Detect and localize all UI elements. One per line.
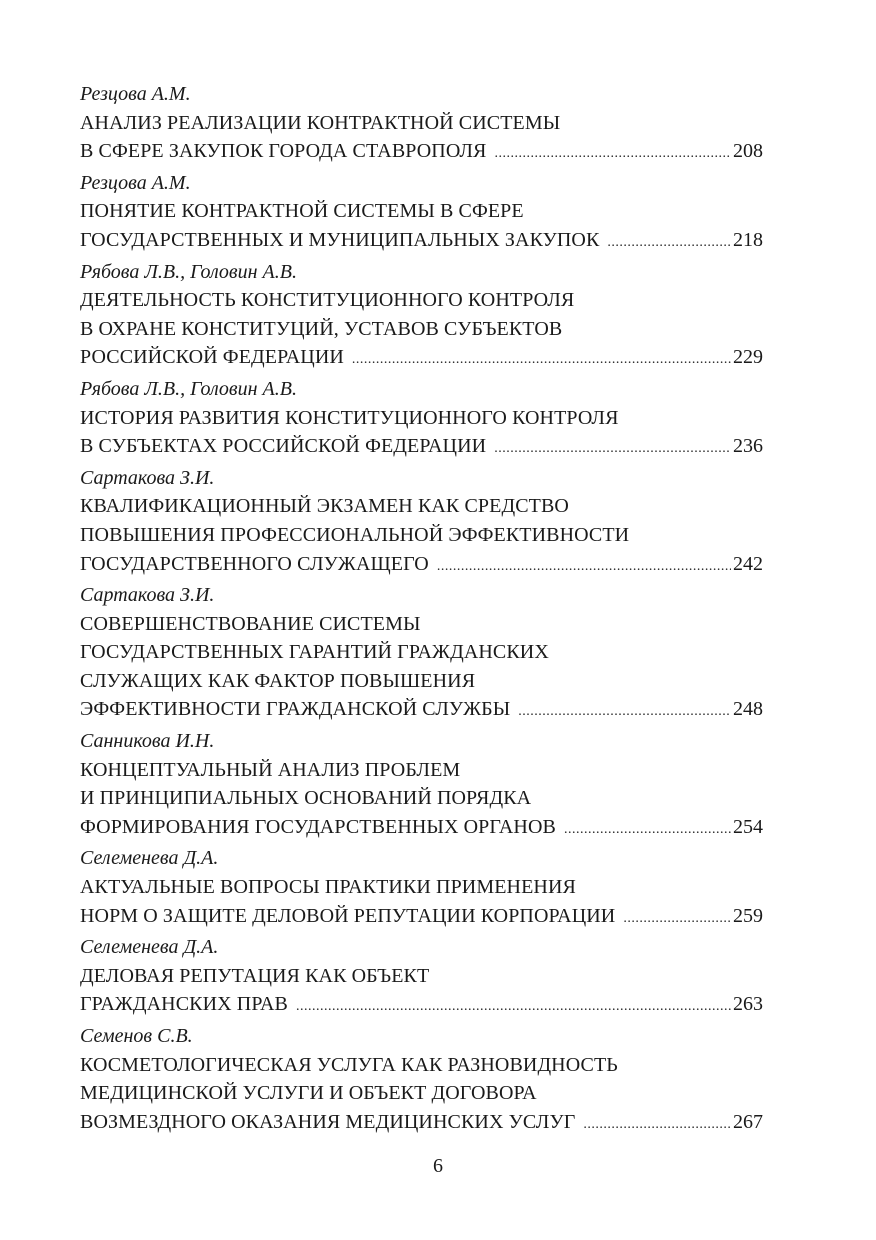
entry-last-line bbox=[80, 550, 763, 582]
entry-title-line: КОНЦЕПТУАЛЬНЫЙ АНАЛИЗ ПРОБЛЕМ bbox=[80, 758, 461, 781]
dot-leader bbox=[494, 435, 731, 464]
entry-title-line: ПОВЫШЕНИЯ ПРОФЕССИОНАЛЬНОЙ ЭФФЕКТИВНОСТИ bbox=[80, 523, 630, 546]
toc-entry bbox=[80, 375, 763, 464]
entry-last-line bbox=[80, 1108, 763, 1140]
entry-title-line: ВОЗМЕЗДНОГО ОКАЗАНИЯ МЕДИЦИНСКИХ УСЛУГ bbox=[80, 1110, 576, 1133]
entry-page-number: 263 bbox=[733, 993, 763, 1016]
entry-title-line: ЭФФЕКТИВНОСТИ ГРАЖДАНСКОЙ СЛУЖБЫ bbox=[80, 698, 511, 721]
toc-entry bbox=[80, 169, 763, 258]
entry-author: Резцова А.М. bbox=[80, 171, 191, 194]
dot-leader bbox=[564, 816, 731, 845]
entry-title-line: ГОСУДАРСТВЕННЫХ И МУНИЦИПАЛЬНЫХ ЗАКУПОК bbox=[80, 228, 600, 251]
entry-title-line: АКТУАЛЬНЫЕ ВОПРОСЫ ПРАКТИКИ ПРИМЕНЕНИЯ bbox=[80, 876, 576, 899]
entry-page-number: 248 bbox=[733, 698, 763, 721]
entry-title-line: НОРМ О ЗАЩИТЕ ДЕЛОВОЙ РЕПУТАЦИИ КОРПОРАЦИИ bbox=[80, 904, 616, 927]
entry-title-line: ПОНЯТИЕ КОНТРАКТНОЙ СИСТЕМЫ В СФЕРЕ bbox=[80, 200, 524, 223]
dot-leader bbox=[296, 993, 731, 1022]
entry-title-line: АНАЛИЗ РЕАЛИЗАЦИИ КОНТРАКТНОЙ СИСТЕМЫ bbox=[80, 111, 561, 134]
entry-page-number: 259 bbox=[733, 904, 763, 927]
toc-entry bbox=[80, 258, 763, 375]
entry-page-number: 208 bbox=[733, 140, 763, 163]
entry-title-line: ИСТОРИЯ РАЗВИТИЯ КОНСТИТУЦИОННОГО КОНТРОЛЯ bbox=[80, 406, 619, 429]
entry-title-line: ГРАЖДАНСКИХ ПРАВ bbox=[80, 993, 288, 1016]
entry-last-line bbox=[80, 813, 763, 845]
entry-last-line bbox=[80, 432, 763, 464]
entry-author: Селеменева Д.А. bbox=[80, 936, 219, 959]
toc-entry bbox=[80, 80, 763, 169]
toc-entry bbox=[80, 727, 763, 844]
entry-title-line: ГОСУДАРСТВЕННОГО СЛУЖАЩЕГО bbox=[80, 552, 429, 575]
entry-title-line: КВАЛИФИКАЦИОННЫЙ ЭКЗАМЕН КАК СРЕДСТВО bbox=[80, 495, 569, 518]
entry-page-number: 229 bbox=[733, 346, 763, 369]
dot-leader bbox=[437, 553, 731, 582]
dot-leader bbox=[352, 346, 731, 375]
entry-author: Рябова Л.В., Головин А.В. bbox=[80, 377, 297, 400]
entry-last-line bbox=[80, 343, 763, 375]
entry-author: Семенов С.В. bbox=[80, 1025, 193, 1047]
entry-last-line bbox=[80, 137, 763, 169]
entry-last-line bbox=[80, 902, 763, 934]
entry-title-line: В СФЕРЕ ЗАКУПОК ГОРОДА СТАВРОПОЛЯ bbox=[80, 140, 487, 163]
dot-leader bbox=[494, 140, 731, 169]
entry-title-line: СЛУЖАЩИХ КАК ФАКТОР ПОВЫШЕНИЯ bbox=[80, 669, 476, 692]
entry-page-number: 218 bbox=[733, 228, 763, 251]
toc-entry bbox=[80, 844, 763, 933]
entry-page-number: 242 bbox=[733, 552, 763, 575]
toc-entry bbox=[80, 464, 763, 581]
dot-leader bbox=[607, 229, 731, 258]
entry-last-line bbox=[80, 990, 763, 1022]
entry-title-line: КОСМЕТОЛОГИЧЕСКАЯ УСЛУГА КАК РАЗНОВИДНОСТЬ bbox=[80, 1053, 618, 1076]
toc-entry bbox=[80, 581, 763, 727]
entry-title-line: ДЕЛОВАЯ РЕПУТАЦИЯ КАК ОБЪЕКТ bbox=[80, 964, 430, 987]
entry-author: Селеменева Д.А. bbox=[80, 847, 219, 870]
entry-title-line: И ПРИНЦИПИАЛЬНЫХ ОСНОВАНИЙ ПОРЯДКА bbox=[80, 787, 532, 810]
entry-title-line: РОССИЙСКОЙ ФЕДЕРАЦИИ bbox=[80, 346, 344, 369]
entry-page-number: 236 bbox=[733, 435, 763, 458]
dot-leader bbox=[518, 698, 731, 727]
table-of-contents bbox=[80, 80, 763, 1139]
entry-title-line: ДЕЯТЕЛЬНОСТЬ КОНСТИТУЦИОННОГО КОНТРОЛЯ bbox=[80, 289, 575, 312]
entry-author: Санникова И.Н. bbox=[80, 730, 215, 753]
toc-entry bbox=[80, 933, 763, 1022]
entry-author: Рябова Л.В., Головин А.В. bbox=[80, 260, 297, 283]
entry-author: Сартакова З.И. bbox=[80, 466, 215, 489]
entry-author: Резцова А.М. bbox=[80, 83, 191, 105]
entry-page-number: 254 bbox=[733, 815, 763, 838]
entry-page-number: 267 bbox=[733, 1110, 763, 1133]
entry-author: Сартакова З.И. bbox=[80, 584, 215, 607]
toc-entry bbox=[80, 1022, 763, 1139]
dot-leader bbox=[623, 905, 731, 934]
entry-title-line: В СУБЪЕКТАХ РОССИЙСКОЙ ФЕДЕРАЦИИ bbox=[80, 435, 487, 458]
entry-title-line: В ОХРАНЕ КОНСТИТУЦИЙ, УСТАВОВ СУБЪЕКТОВ bbox=[80, 317, 563, 340]
entry-title-line: СОВЕРШЕНСТВОВАНИЕ СИСТЕМЫ bbox=[80, 612, 421, 635]
entry-title-line: ГОСУДАРСТВЕННЫХ ГАРАНТИЙ ГРАЖДАНСКИХ bbox=[80, 641, 549, 664]
page-number: 6 bbox=[433, 1155, 443, 1177]
entry-title-line: МЕДИЦИНСКОЙ УСЛУГИ И ОБЪЕКТ ДОГОВОРА bbox=[80, 1082, 537, 1105]
dot-leader bbox=[583, 1111, 731, 1140]
entry-last-line bbox=[80, 226, 763, 258]
entry-last-line bbox=[80, 695, 763, 727]
entry-title-line: ФОРМИРОВАНИЯ ГОСУДАРСТВЕННЫХ ОРГАНОВ bbox=[80, 815, 556, 838]
